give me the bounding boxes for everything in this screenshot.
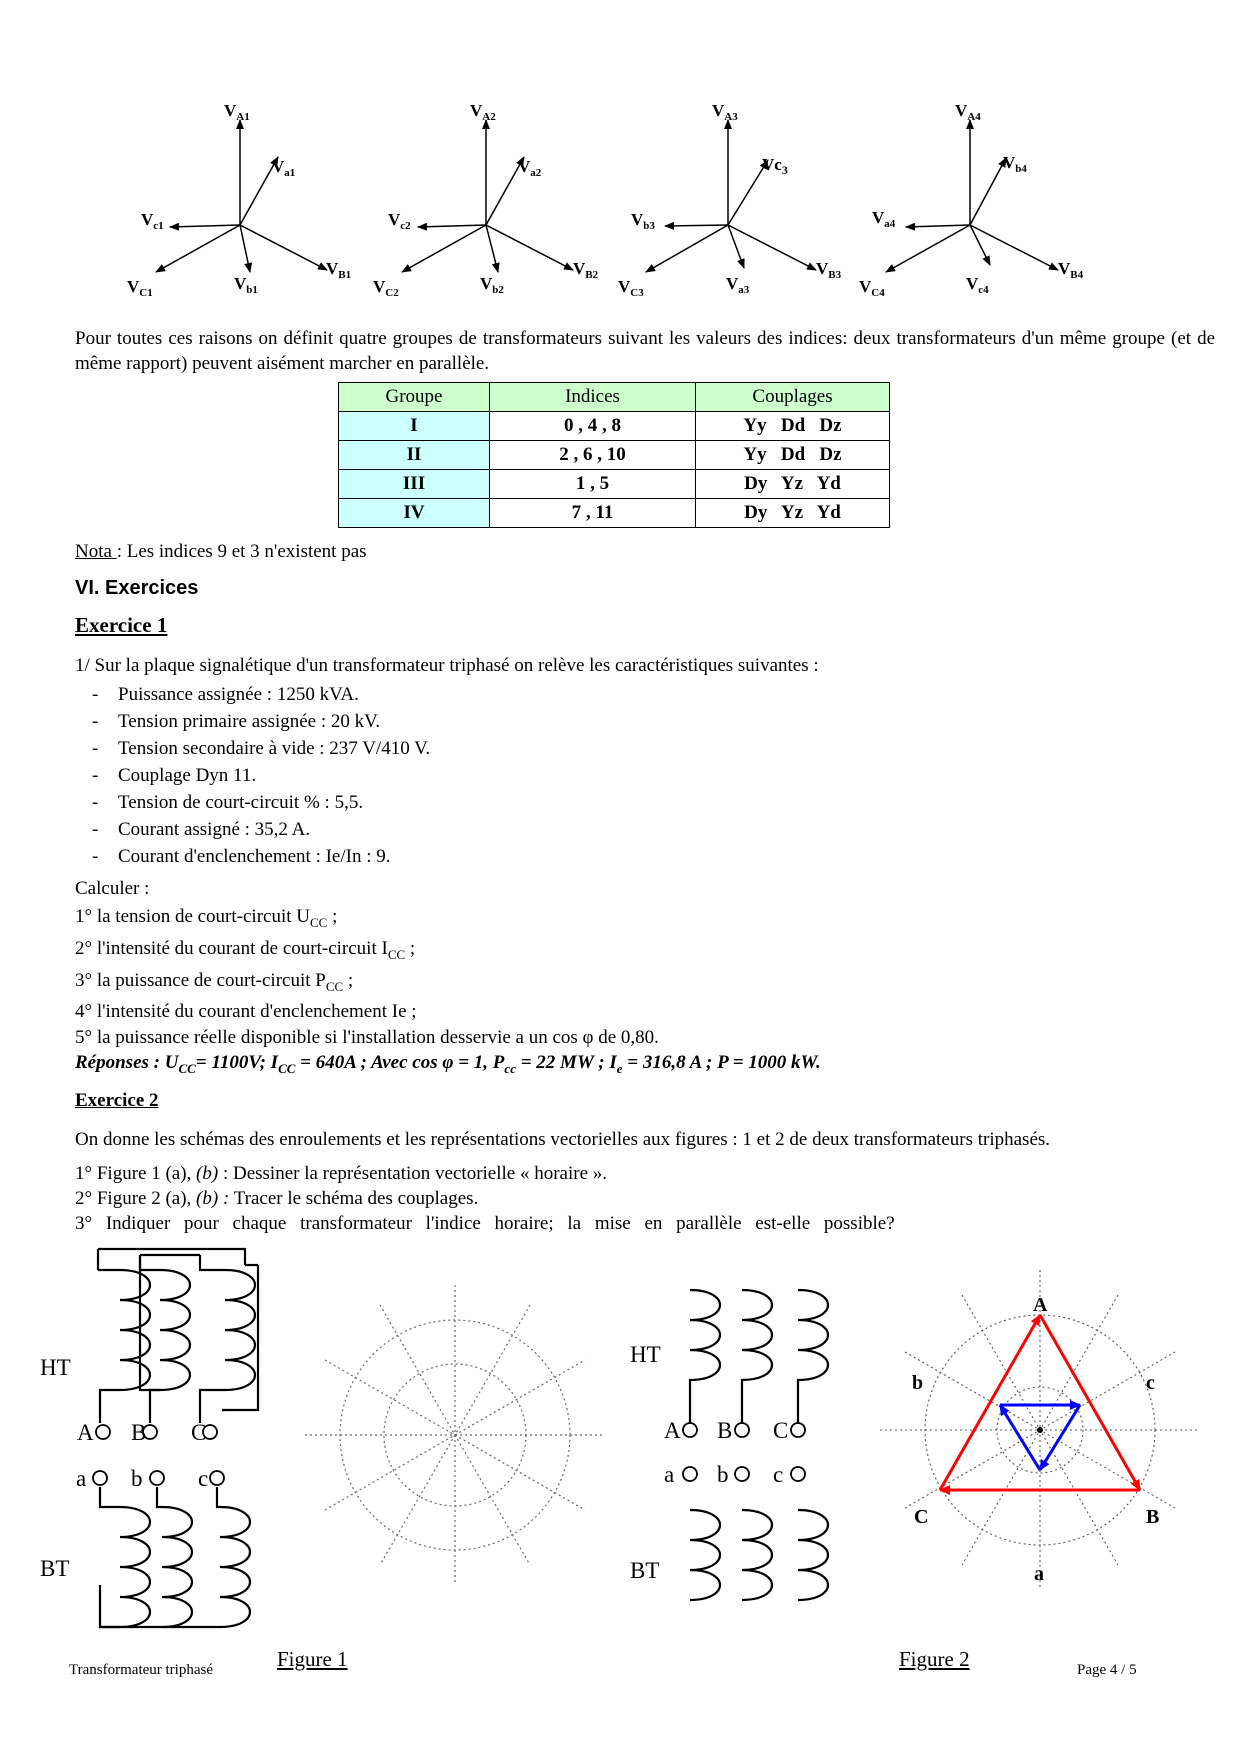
label-Vb3: $V_{b3}$	[631, 210, 655, 232]
cell-indices: 0 , 4 , 8	[490, 412, 696, 441]
lv-coil-1	[690, 1510, 720, 1600]
fig2-HT-label: HT	[630, 1342, 661, 1367]
list-item: 1° Figure 1 (a), (b) : Dessiner la représentation vectorielle « horaire ».	[75, 1163, 608, 1184]
table-row	[339, 412, 890, 441]
list-item: 3° Indiquer pour chaque transformateur l'indice horaire; la mise en parallèle est-elle possible?	[75, 1213, 895, 1234]
figure1-caption: Figure 1	[277, 1647, 348, 1671]
label-VB4: $V_{B4}$	[1058, 259, 1084, 281]
lv-coil-3	[220, 1507, 250, 1627]
list-item: 2° l'intensité du courant de court-circuit $I_{CC}$ ;	[75, 937, 416, 962]
nota	[75, 540, 367, 564]
label-Va2: $V_{a2}$	[518, 157, 542, 179]
figure1-windings	[0, 1245, 300, 1635]
list-item: - Couplage Dyn 11.	[92, 765, 257, 786]
fig2-terminal-b: b	[717, 1462, 729, 1487]
footer-title: Transformateur triphasé	[69, 1662, 213, 1678]
fig1-terminal-B: B	[131, 1420, 147, 1445]
list-item: - Tension secondaire à vide : 237 V/410 V.	[92, 738, 431, 759]
vec-label-b: b	[912, 1372, 924, 1394]
table-row	[339, 441, 890, 470]
label-Vb1: $V_{b1}$	[234, 274, 258, 296]
hv-coil-3	[225, 1270, 255, 1390]
label-Va3: $V_{a3}$	[726, 274, 750, 296]
list-item: 2° Figure 2 (a), (b) : Tracer le schéma des couplages.	[75, 1188, 479, 1209]
label-Vb2: $V_{b2}$	[480, 274, 504, 296]
exercise2-intro: On donne les schémas des enroulements et les représentations vectorielles aux figures : 1 et 2 de deux transformateurs triphasés.	[75, 1129, 1051, 1150]
list-item: - Puissance assignée : 1250 kVA.	[92, 684, 359, 705]
hv-coil-2	[742, 1290, 772, 1423]
label-VC3: $V_{C3}$	[618, 277, 644, 299]
lv-coil-1	[120, 1507, 150, 1627]
phasor-diagram-4	[859, 101, 1084, 299]
cell-couplages: Yy Dd Dz	[696, 441, 890, 470]
fig2-BT-label: BT	[630, 1558, 660, 1583]
vec-label-c: c	[1146, 1372, 1155, 1394]
hv-coil-2	[160, 1270, 190, 1390]
fig2-terminal-B: B	[717, 1418, 733, 1443]
fig1-BT-label: BT	[40, 1556, 70, 1581]
label-VC2: $V_{C2}$	[373, 277, 399, 299]
fig1-terminal-b: b	[131, 1466, 143, 1491]
label-VC1: $V_{C1}$	[127, 277, 153, 299]
vec-label-A: A	[1033, 1294, 1048, 1316]
table-row	[339, 470, 890, 499]
page-number: Page 4 / 5	[1077, 1662, 1137, 1678]
label-Va4: $V_{a4}$	[872, 208, 896, 230]
nota-text: : Les indices 9 et 3 n'existent pas	[116, 541, 367, 562]
cell-groupe: IV	[339, 499, 490, 528]
list-item: - Courant d'enclenchement : Ie/In : 9.	[92, 846, 391, 867]
header-indices: Indices	[490, 383, 696, 412]
fig1-terminal-c: c	[198, 1466, 209, 1491]
phasor-diagram-3	[618, 101, 842, 299]
table-header-row	[339, 383, 890, 412]
hv-coil-3	[798, 1290, 828, 1423]
figure1-clock-dial	[290, 1270, 620, 1600]
cell-couplages: Dy Yz Yd	[696, 499, 890, 528]
cell-groupe: II	[339, 441, 490, 470]
fig2-terminal-c: c	[773, 1462, 784, 1487]
label-VA4: $V_{A4}$	[955, 101, 981, 123]
exercise1-intro: 1/ Sur la plaque signalétique d'un transformateur triphasé on relève les caractéristiques suivantes :	[75, 655, 819, 676]
fig2-terminal-a: a	[664, 1462, 675, 1487]
answers-line: Réponses : $U_{CC}= 1100V$; $I_{CC} = 640A$ ; Avec cos φ = 1, $P_{cc} = 22$ MW ; $I_e = 316,8$ A ; P = 1000 kW.	[75, 1052, 821, 1076]
label-VA3: $V_{A3}$	[712, 101, 738, 123]
vec-label-a: a	[1034, 1563, 1044, 1585]
cell-couplages: Dy Yz Yd	[696, 470, 890, 499]
lv-coil-3	[798, 1510, 828, 1600]
vec-label-C: C	[914, 1506, 929, 1528]
label-Vc1: $V_{c1}$	[141, 210, 164, 232]
list-item: - Tension primaire assignée : 20 kV.	[92, 711, 381, 732]
section-title: VI. Exercices	[75, 577, 199, 599]
cell-groupe: I	[339, 412, 490, 441]
question-list	[75, 904, 659, 1051]
hv-coil-1	[120, 1270, 150, 1390]
list-item: - Tension de court-circuit % : 5,5.	[92, 792, 364, 813]
spec-list	[92, 681, 430, 870]
label-VA2: $V_{A2}$	[470, 101, 496, 123]
phasor-diagrams	[0, 0, 1240, 320]
figure2-caption: Figure 2	[899, 1647, 970, 1671]
fig1-terminal-a: a	[76, 1466, 87, 1491]
list-item: - Courant assigné : 35,2 A.	[92, 819, 311, 840]
vec-label-B: B	[1146, 1506, 1160, 1528]
fig2-terminal-A: A	[664, 1418, 681, 1443]
phasor-diagram-2	[373, 101, 599, 299]
figure2-vector-diagram	[870, 1260, 1210, 1600]
fig1-terminal-A: A	[77, 1420, 94, 1445]
figure2-windings	[620, 1280, 860, 1620]
header-couplages: Couplages	[696, 383, 890, 412]
fig1-HT-label: HT	[40, 1355, 71, 1380]
label-VC4: $V_{C4}$	[859, 277, 885, 299]
exercise2-title: Exercice 2	[75, 1090, 159, 1111]
cell-couplages: Yy Dd Dz	[696, 412, 890, 441]
exercise1-title: Exercice 1	[75, 613, 168, 637]
nota-label: Nota	[75, 541, 117, 562]
cell-indices: 2 , 6 , 10	[490, 441, 696, 470]
groups-table	[338, 382, 890, 528]
label-VB3: $V_{B3}$	[816, 259, 842, 281]
fig1-terminal-C: C	[191, 1420, 207, 1445]
label-VB2: $V_{B2}$	[573, 259, 599, 281]
intro-paragraph: Pour toutes ces raisons on définit quatre groupes de transformateurs suivant les valeurs des indices: deux transformateurs d'un même groupe (et de même rapport) peuvent aisément marcher en parallèle.	[75, 328, 1215, 374]
cell-indices: 1 , 5	[490, 470, 696, 499]
header-groupe: Groupe	[339, 383, 490, 412]
lv-coil-2	[742, 1510, 772, 1600]
label-Vc2: $V_{c2}$	[388, 210, 411, 232]
label-Vb4: $V_{b4}$	[1003, 153, 1027, 175]
fig2-terminal-C: C	[773, 1418, 789, 1443]
hv-coil-1	[690, 1290, 720, 1423]
phasor-diagram-1	[127, 101, 351, 299]
cell-indices: 7 , 11	[490, 499, 696, 528]
label-Va1: $V_{a1}$	[272, 157, 296, 179]
list-item: 1° la tension de court-circuit $U_{CC}$ ;	[75, 906, 338, 930]
list-item: 5° la puissance réelle disponible si l'installation desservie a un cos φ de 0,80.	[75, 1027, 659, 1049]
lv-coil-2	[162, 1507, 192, 1627]
label-VA1: $V_{A1}$	[224, 101, 250, 123]
list-item: 3° la puissance de court-circuit $P_{CC}$ ;	[75, 969, 354, 994]
label-VB1: $V_{B1}$	[326, 259, 352, 281]
label-Vc4: $V_{c4}$	[966, 274, 989, 296]
cell-groupe: III	[339, 470, 490, 499]
exercise2-questions	[75, 1161, 895, 1236]
calc-label: Calculer :	[75, 878, 150, 899]
label-Vc3: $Vc_3$	[762, 155, 788, 177]
list-item: 4° l'intensité du courant d'enclenchement Ie ;	[75, 1001, 417, 1023]
table-row	[339, 499, 890, 528]
